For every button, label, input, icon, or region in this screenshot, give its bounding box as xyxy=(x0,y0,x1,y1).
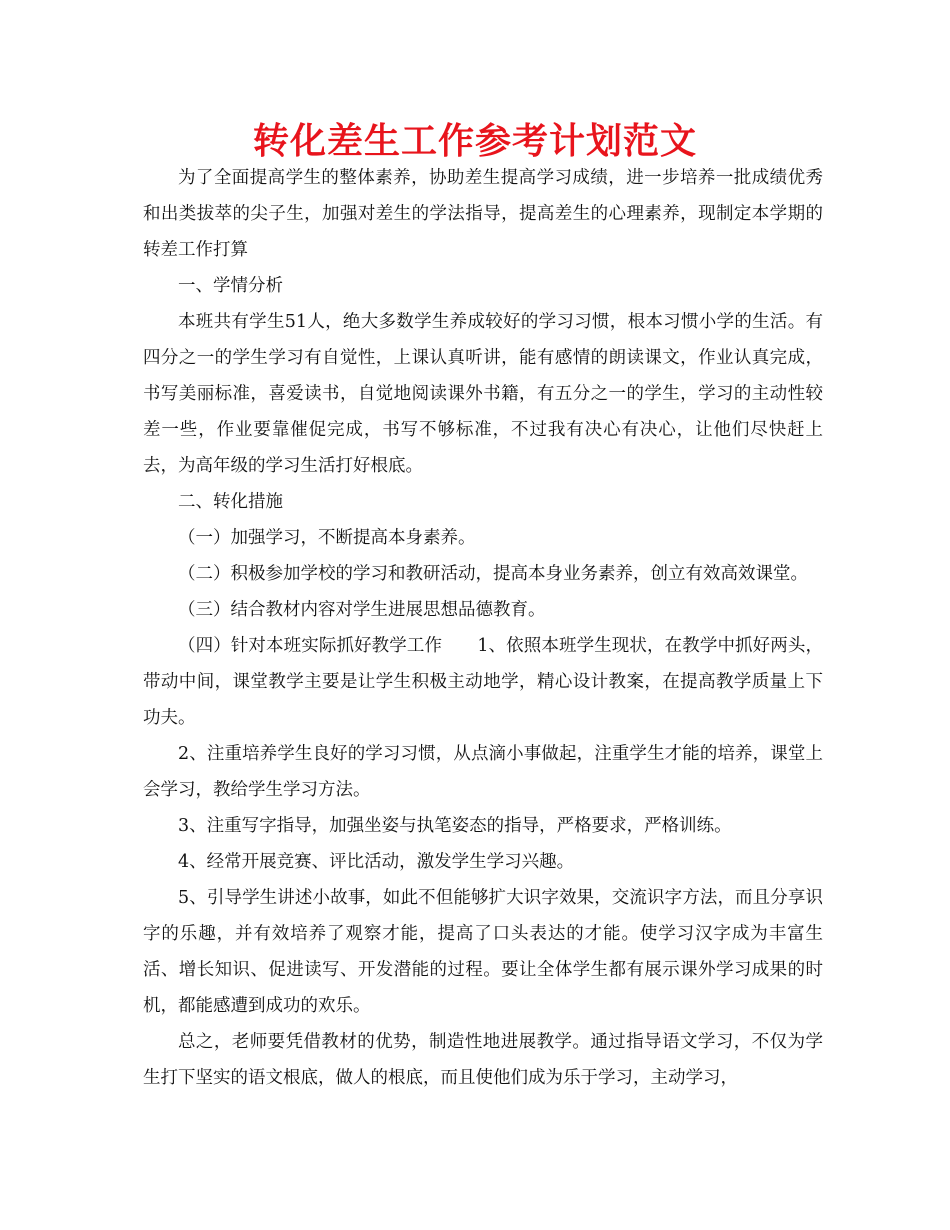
paragraph-class-situation: 本班共有学生51人，绝大多数学生养成较好的学习习惯，根本习惯小学的生活。有四分之一的学生学习有自觉性，上课认真听讲，能有感情的朗读课文，作业认真完成，书写美丽标准，喜爱读书，自觉地阅读课外书籍，有五分之一的学生，学习的主动性较差一些，作业要靠催促完成，书写不够标准，不过我有决心有决心，让他们尽快赶上去，为高年级的学习生活打好根底。 xyxy=(143,312,823,476)
paragraph-measure-1: （一）加强学习，不断提高本身素养。 xyxy=(178,528,476,548)
heading-measures: 二、转化措施 xyxy=(178,492,283,512)
paragraph-conclusion: 总之，老师要凭借教材的优势，制造性地进展教学。通过指导语文学习，不仅为学生打下坚实的语文根底，做人的根底，而且使他们成为乐于学习，主动学习， xyxy=(143,1032,823,1088)
paragraph-intro: 为了全面提高学生的整体素养，协助差生提高学习成绩，进一步培养一批成绩优秀和出类拔萃的尖子生，加强对差生的学法指导，提高差生的心理素养，现制定本学期的转差工作打算 xyxy=(143,168,823,260)
paragraph-measure-3: （三）结合教材内容对学生进展思想品德教育。 xyxy=(178,600,546,620)
document-body xyxy=(143,160,823,1096)
paragraph-measure-4: （四）针对本班实际抓好教学工作 1、依照本班学生现状，在教学中抓好两头，带动中间，课堂教学主要是让学生积极主动地学，精心设计教案，在提高教学质量上下功夫。 xyxy=(143,636,823,728)
paragraph-measure-2: （二）积极参加学校的学习和教研活动，提高本身业务素养，创立有效高效课堂。 xyxy=(178,564,808,584)
paragraph-item-4: 4、经常开展竞赛、评比活动，激发学生学习兴趣。 xyxy=(178,852,575,872)
paragraph-item-3: 3、注重写字指导，加强坐姿与执笔姿态的指导，严格要求，严格训练。 xyxy=(178,816,732,836)
paragraph-item-2: 2、注重培养学生良好的学习习惯，从点滴小事做起，注重学生才能的培养，课堂上会学习，教给学生学习方法。 xyxy=(143,744,823,800)
paragraph-item-5: 5、引导学生讲述小故事，如此不但能够扩大识字效果，交流识字方法，而且分享识字的乐趣，并有效培养了观察才能，提高了口头表达的才能。使学习汉字成为丰富生活、增长知识、促进读写、开发潜能的过程。要让全体学生都有展示课外学习成果的时机，都能感遭到成功的欢乐。 xyxy=(143,888,823,1016)
document-title: 转化差生工作参考计划范文 xyxy=(252,120,697,162)
heading-situation-analysis: 一、学情分析 xyxy=(178,276,283,296)
